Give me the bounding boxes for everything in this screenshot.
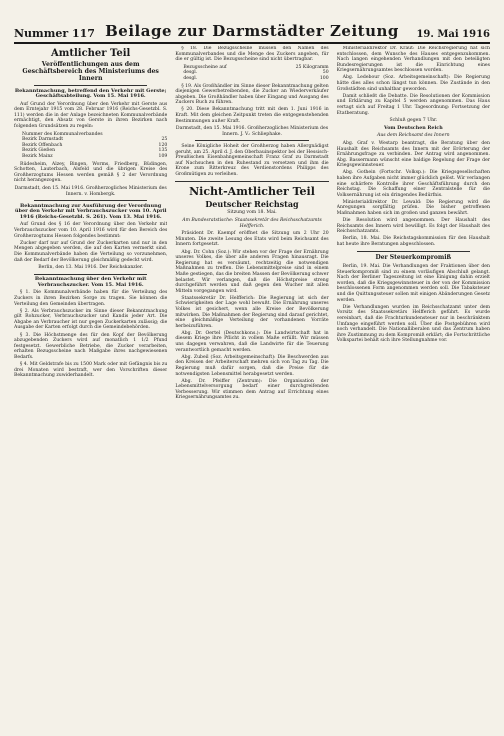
column-2 (175, 46, 328, 728)
divider (34, 274, 147, 275)
divider (357, 251, 470, 252)
paragraph: Ministerialdirektor Dr. Kraut: Die Reichsregierung hat sich entschlossen, dem Wunsche des Hauses entgegenzukommen. Nach langen eingehenden Verhandlungen mit den beteiligten Bundesregierungen ist die Einrichtung eines Kriegsernährungsamtes beschlossen worden. (336, 46, 490, 74)
session-date: Sitzung vom 18. Mai. (227, 210, 277, 216)
table-row: Bezirk Offenbach 120 (22, 142, 168, 148)
district-table (22, 132, 167, 160)
signature-line: Berlin, den 13. Mai 1916. Der Reichskanzler. (38, 265, 144, 271)
paragraph: Zucker darf nur auf Grund der Zuckerkarten und nur in den Mengen abgegeben werden, die auf den Karten vermerkt sind. Die Kommunalverbände haben die Verteilung so vorzunehmen, daß der Bedarf der Bevölkerung gleichmäßig gedeckt wird. (14, 240, 168, 263)
paragraph: Abg. Ledebour (Soz. Arbeitsgemeinschaft): Die Regierung hätte dies alles schon längst tun können. Die Zustände in den Großstädten sind unhaltbar geworden. (336, 75, 490, 92)
paragraph: Abg. Dr. Cohn (Soz.): Wir stehen vor der Frage der Ernährung unseres Volkes, die über alle anderen Fragen hinausragt. Die Regierung hat es versäumt, rechtzeitig die notwendigen Maßnahmen zu treffen. Die Lebensmittelpreise sind in einem Maße gestiegen, das die breiten Massen der Bevölkerung schwer belastet. Wir verlangen, daß die Höchstpreise streng durchgeführt werden und daß gegen den Wucher mit allen Mitteln vorgegangen wird. (175, 249, 329, 294)
paragraph: Abg. Gothein (Fortschr. Volksp.): Die Kriegsgesellschaften haben ihre Aufgaben nicht immer glücklich gelöst. Wir verlangen eine schärfere Kontrolle ihrer Geschäftsführung durch den Reichstag. Die Schaffung einer Zentralstelle für die Volksernährung ist ein dringendes Bedürfnis. (336, 170, 490, 198)
paragraph: Berlin, 19. Mai. Die Verhandlungen der Fraktionen über den Steuerkompromiß sind zu einem vorläufigen Abschluß gelangt. Nach der Berliner Tageszeitung ist eine Einigung dahin erzielt worden, daß die Kriegsgewinnsteuer in der von der Kommission beschlossenen Form angenommen werden soll. Die Tabaksteuer und die Quittungssteuer sollen mit einigen Abänderungen Gesetz werden. (336, 264, 490, 303)
paragraph: § 2. Als Verbrauchszucker im Sinne dieser Bekanntmachung gilt Rohzucker, Verbrauchszucker und Kandis jeder Art. Die Abgabe an Verbraucher ist nur gegen Zuckerkarten zulässig; die Ausgabe der Karten erfolgt durch die Gemeindebehörden. (14, 308, 168, 331)
paragraph: Abg. Dr. Oertel (Deutschkons.): Die Landwirtschaft hat in diesem Kriege ihre Pflicht in vollem Maße erfüllt. Wir müssen uns dagegen verwahren, daß die Landwirte für die Teuerung verantwortlich gemacht werden. (175, 330, 329, 353)
paragraph: Staatssekretär Dr. Helfferich: Die Regierung ist sich der Schwierigkeiten der Lage wohl bewußt. Die Ernährung unseres Volkes ist gesichert, wenn alle Kreise der Bevölkerung mitwirken. Die Maßnahmen der Regierung sind darauf gerichtet, eine gleichmäßige Verteilung der vorhandenen Vorräte herbeizuführen. (175, 295, 329, 329)
paragraph: § 3. Die Höchstmenge des für den Kopf der Bevölkerung abzugebenden Zuckers wird auf monatlich 1 1/2 Pfund festgesetzt. Gewerbliche Betriebe, die Zucker verarbeiten, erhalten Bezugsscheine nach Maßgabe ihres nachgewiesenen Bedarfs. (14, 332, 168, 360)
paragraph: Abg. Zubeil (Soz. Arbeitsgemeinschaft): Die Beschwerden aus den Kreisen der Arbeiterschaft mehren sich von Tag zu Tag. Die Regierung muß dafür sorgen, daß die Preise für die notwendigsten Lebensmittel herabgesetzt werden. (175, 354, 329, 377)
divider (195, 140, 308, 141)
article-title: Deutscher Reichstag (205, 199, 299, 210)
page-header (14, 18, 490, 44)
paragraph: § 4. Mit Geldstrafe bis zu 1500 Mark oder mit Gefängnis bis zu drei Monaten wird bestraft, wer den Vorschriften dieser Bekanntmachung zuwiderhandelt. (14, 362, 168, 379)
article-heading: Vom Deutschen Reich (383, 124, 443, 131)
table-row: desgl. 50 (183, 70, 329, 76)
paragraph: § 19. Als Großhändler im Sinne dieser Bekanntmachung gelten diejenigen Gewerbetreibenden, die Zucker an Wiederverkäufer abgeben. Die Großhändler haben über Eingang und Ausgang des Zuckers Buch zu führen. (175, 83, 329, 106)
table-row: Bezirk Darmstadt 25 (22, 137, 168, 143)
paragraph: Auf Grund des § 16 der Verordnung über den Verkehr mit Verbrauchszucker vom 10. April 1916 wird für den Bereich des Großherzogtums Hessen folgendes bestimmt: (14, 222, 168, 239)
paragraph: § 18. Die Bezugsscheine müssen den Namen des Kommunalverbandes und die Menge des Zuckers angeben, für die er gültig ist. Die Bezugsscheine sind nicht übertragbar. (175, 46, 329, 63)
article-heading: Der Steuerkompromiß (375, 254, 452, 262)
notice-heading: Bekanntmachung über den Verkehr mit Verbrauchszucker. Vom 15. Mai 1916. (34, 276, 147, 288)
paragraph: Rüdesheim, Alzey, Bingen, Worms, Friedberg, Büdingen, Schotten, Lauterbach, Alsfeld und die übrigen Kreise des Großherzogtums Hessen werden gemäß § 2 der Verordnung nicht herangezogen. (14, 161, 168, 184)
paragraph: § 20. Diese Bekanntmachung tritt mit dem 1. Juni 1916 in Kraft. Mit dem gleichen Zeitpunkt treten die entgegenstehenden Bestimmungen außer Kraft. (175, 107, 329, 124)
session-note: Am Bundesratstische: Staatssekretär des Reichsschatzamts Helfferich. (182, 218, 322, 229)
paragraph: Die Verhandlungen wurden im Reichsschatzamt unter dem Vorsitz des Staatssekretärs Helfferich geführt. Es wurde vereinbart, daß die Frachturkundensteuer nur in beschränktem Umfange eingeführt werden soll. Über die Postgebühren wird noch verhandelt. Die Nationalliberalen und das Zentrum haben ihre Zustimmung zu dem Kompromiß erklärt; die Fortschrittliche Volkspartei behält sich ihre Stellungnahme vor. (336, 304, 490, 344)
paragraph: Abg. Dr. Pfeiffer (Zentrum): Die Organisation der Lebensmittelversorgung bedarf einer durchgreifenden Verbesserung. Wir stimmen dem Antrag auf Errichtung eines Kriegsernährungsamtes zu. (175, 378, 329, 401)
paragraph: Abg. Graf v. Westarp beantragt, die Beratung über den Haushalt des Reichsamts des Innern mit der Erörterung der Ernährungsfrage zu verbinden. Der Antrag wird angenommen. Abg. Bassermann wünscht eine baldige Regelung der Frage der Kriegsgewinnsteuer. (336, 140, 490, 169)
paragraph: Präsident Dr. Kaempf eröffnet die Sitzung um 2 Uhr 20 Minuten. Die zweite Lesung des Etats wird beim Reichsamt des Innern fortgesetzt. (175, 231, 329, 248)
notice-heading: Bekanntmachung, betreffend den Verkehr mit Gerste; Geschäftsabteilung. Vom 15. Mai 1916. (14, 87, 167, 100)
notice-heading: Bekanntmachung zur Ausführung der Verordnung über den Verkehr mit Verbrauchszucker vom 10. April 1916 (Reichs-Gesetzbl. S. 261). Vom 13. Mai 1916. (14, 202, 167, 220)
section-subtitle: Veröffentlichungen aus dem Geschäftsbereich des Ministeriums des Innern (22, 61, 159, 82)
table-row: Nummer des Kommunalverbandes (22, 131, 103, 137)
divider (34, 200, 147, 201)
paragraph: § 1. Die Kommunalverbände haben für die Verteilung des Zuckers in ihren Bezirken Sorge zu tragen. Sie können die Verteilung den Gemeinden übertragen. (14, 290, 168, 307)
table-row: Bezugsscheine auf 25 Kilogramm (183, 64, 329, 70)
paragraph: Ministerialdirektor Dr. Lewald: Die Regierung wird die Anregungen sorgfältig prüfen. Die bisher getroffenen Maßnahmen haben sich im großen und ganzen bewährt. (336, 199, 490, 217)
article-subheading: Aus dem Reichsamt des Innern (377, 133, 450, 139)
table-row: desgl. 100 (183, 75, 329, 81)
signature-line: Darmstadt, den 15. Mai 1916. Großherzogliches Ministerium des Innern. J. V.: Schliephake. (175, 126, 329, 137)
issue-number: Nummer 117 (14, 27, 95, 40)
article-columns (14, 46, 490, 728)
paragraph: Auf Grund der Verordnung über den Verkehr mit Gerste aus dem Erntejahr 1915 vom 28. Februar 1916 (Reichs-Gesetzbl. S. 111) werden die in der Anlage bezeichneten Kommunalverbände ermächtigt, den Absatz von Gerste in ihren Bezirken nach folgenden Grundsätzen zu regeln: (14, 101, 168, 130)
paragraph: Seine Königliche Hoheit der Großherzog haben Allergnädigst geruht, am 25. April d. J. den Oberbauinspektor bei der Hessisch-Preußischen Eisenbahngemeinschaft Franz Graf zu Darmstadt auf Nachsuchen in den Ruhestand zu versetzen und ihm die Krone zum Ritterkreuz des Verdienstordens Philipps des Großmütigen zu verleihen. (175, 143, 329, 177)
issue-date: 19. Mai 1916 (416, 29, 490, 40)
section-title: Amtlicher Teil (51, 48, 131, 59)
table-row: Bezirk Gießen 135 (22, 148, 168, 154)
paragraph: Damit schließt die Debatte. Die Resolutionen der Kommission und Erklärung zu Kapitel 5 werden angenommen. Das Haus vertagt sich auf Freitag 1 Uhr. Tagesordnung: Fortsetzung der Etatberatung. (336, 93, 490, 116)
paragraph: Die Resolution wird angenommen. Der Haushalt des Reichsamts des Innern wird bewilligt. Es folgt der Haushalt des Reichsschatzamts. (336, 218, 490, 235)
paragraph: Berlin, 18. Mai. Die Reichstagskommission für den Haushalt hat heute ihre Beratungen abgeschlossen. (336, 236, 490, 247)
voucher-table (183, 65, 328, 82)
column-1 (14, 46, 167, 728)
table-row: Bezirk Mainz 109 (22, 154, 168, 160)
closing-line: Schluß gegen 7 Uhr. (389, 118, 438, 124)
newspaper-title: Beilage zur Darmstädter Zeitung (105, 22, 399, 40)
section-title: Nicht-Amtlicher Teil (175, 181, 328, 198)
signature-line: Darmstadt, den 15. Mai 1916. Großherzogliches Ministerium des Innern. v. Hombergk. (14, 186, 167, 197)
column-3 (337, 46, 490, 728)
divider (34, 85, 147, 86)
